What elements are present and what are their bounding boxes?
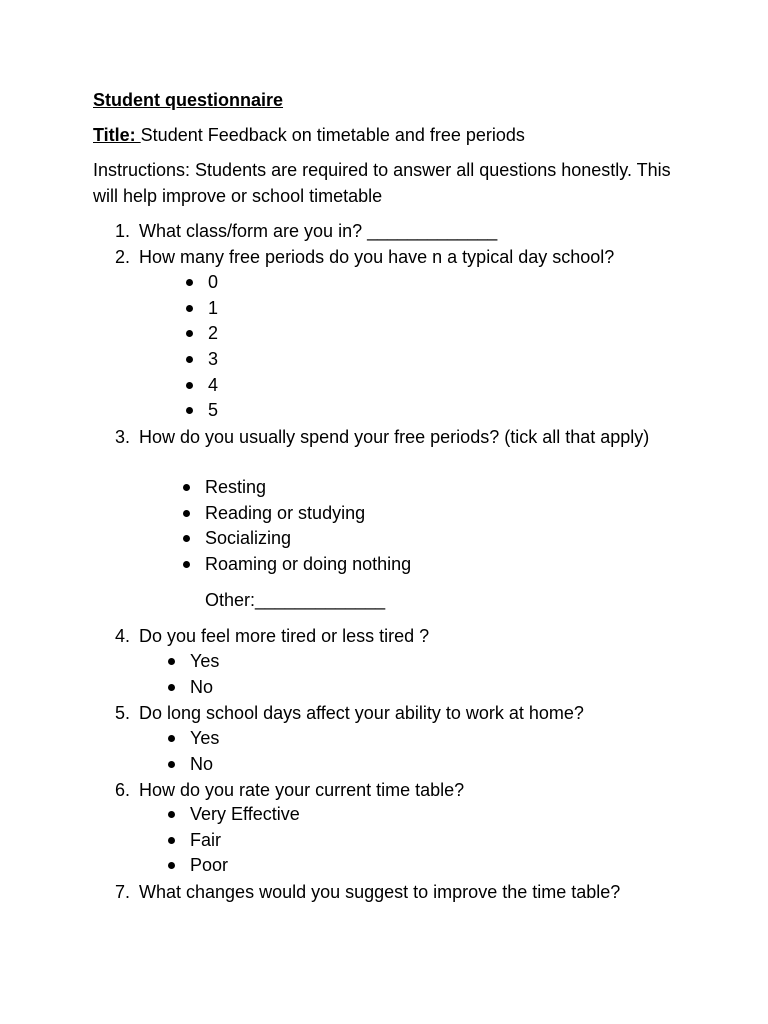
question-number: 3. (115, 427, 131, 447)
question-text: What class/form are you in? _____________ (139, 221, 498, 241)
option-label: No (190, 676, 214, 697)
option-label: Fair (190, 829, 221, 850)
option-label: No (190, 753, 214, 774)
bullet-icon (183, 535, 190, 542)
option-label: Reading or studying (205, 502, 366, 523)
option-label: 1 (208, 297, 219, 318)
question-1 (115, 218, 675, 244)
title-line (93, 122, 525, 148)
title-label: Title: (93, 125, 141, 145)
instructions-text: Instructions: Students are required to answer all questions honestly. This will help improve or school timetable (93, 160, 671, 206)
question-text: What changes would you suggest to improve the time table? (139, 882, 621, 902)
question-7 (115, 879, 675, 905)
option-label: 2 (208, 323, 219, 344)
option-label: Poor (190, 855, 229, 876)
question-2 (115, 244, 675, 270)
option-label: 5 (208, 400, 219, 421)
option-label: Yes (190, 651, 220, 671)
bullet-icon (168, 837, 175, 844)
option-label: Yes (190, 728, 220, 748)
option-label: Roaming or doing nothing (205, 554, 412, 575)
bullet-icon (168, 658, 175, 665)
bullet-icon (168, 761, 175, 768)
bullet-icon (183, 484, 190, 491)
bullet-icon (186, 279, 193, 286)
question-6 (115, 777, 675, 803)
bullet-icon (168, 811, 175, 818)
question-number: 7. (115, 882, 131, 902)
option-label: 3 (208, 349, 219, 370)
question-number: 4. (115, 626, 131, 646)
question-text: Do you feel more tired or less tired ? (139, 626, 430, 646)
question-text: How do you usually spend your free periods? (tick all that apply) (139, 427, 650, 447)
bullet-icon (168, 735, 175, 742)
bullet-icon (186, 330, 193, 337)
question-number: 1. (115, 221, 131, 241)
question-text: How do you rate your current time table? (139, 780, 465, 800)
question-3 (115, 424, 675, 450)
question-4 (115, 623, 675, 649)
question-text: Do long school days affect your ability to work at home? (139, 703, 584, 723)
question-text: How many free periods do you have n a typical day school? (139, 247, 615, 267)
question-5 (115, 700, 675, 726)
bullet-icon (186, 305, 193, 312)
bullet-icon (183, 510, 190, 517)
question-number: 5. (115, 703, 131, 723)
bullet-icon (186, 382, 193, 389)
bullet-icon (186, 356, 193, 363)
title-text: Student Feedback on timetable and free periods (140, 125, 525, 145)
bullet-icon (168, 684, 175, 691)
question-number: 2. (115, 247, 131, 267)
bullet-icon (168, 862, 175, 869)
other-field-label: Other:_____________ (205, 590, 386, 610)
bullet-icon (183, 561, 190, 568)
option-label: Socializing (205, 528, 292, 549)
bullet-icon (186, 407, 193, 414)
option-label: Resting (205, 477, 267, 497)
option-label: Very Effective (190, 804, 300, 824)
option-label: 4 (208, 374, 219, 395)
document-heading: Student questionnaire (93, 90, 284, 110)
question-number: 6. (115, 780, 131, 800)
option-label: 0 (208, 272, 219, 292)
